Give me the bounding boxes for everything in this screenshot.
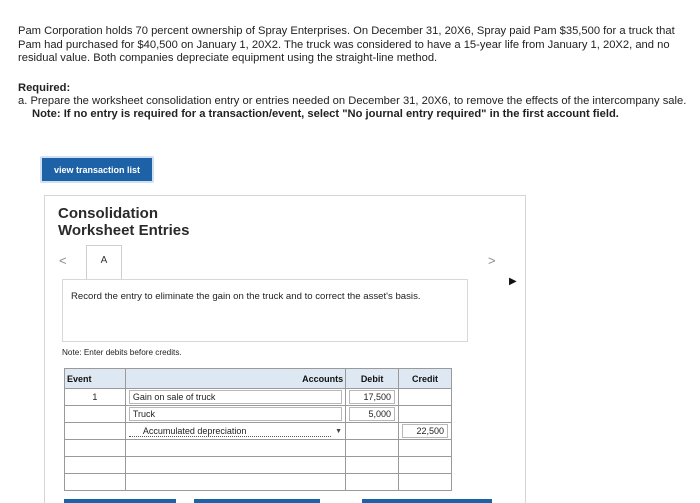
mouse-cursor-icon: ▶ (509, 276, 517, 287)
event-cell (65, 423, 126, 440)
event-cell: 1 (65, 389, 126, 406)
view-transaction-list-button[interactable]: view transaction list (40, 156, 154, 183)
table-row (65, 406, 452, 423)
credit-cell[interactable] (399, 423, 452, 440)
required-part-a: a. Prepare the worksheet consolidation entry or entries needed on December 31, 20X6, to remove the effects of the intercompany sale. (18, 95, 687, 107)
tab-a[interactable]: A (86, 245, 122, 279)
note-prefix: Note: (32, 108, 61, 120)
account-cell[interactable] (125, 474, 345, 491)
event-cell (65, 440, 126, 457)
header-debit: Debit (346, 369, 399, 389)
note-text: If no entry is required for a transaction/event, select "No journal entry required" in the first account field. (63, 108, 619, 120)
clear-entry-button[interactable] (194, 499, 320, 503)
header-event: Event (65, 369, 126, 389)
event-cell (65, 457, 126, 474)
debit-cell[interactable] (346, 474, 399, 491)
account-dropdown[interactable] (129, 426, 342, 437)
credit-cell[interactable] (399, 474, 452, 491)
debit-cell[interactable] (346, 406, 399, 423)
credit-cell[interactable] (399, 389, 452, 406)
debit-cell[interactable] (346, 389, 399, 406)
account-select[interactable]: Accumulated depreciation (129, 426, 331, 437)
table-row (65, 440, 452, 457)
table-row (65, 423, 452, 440)
account-cell[interactable] (125, 389, 345, 406)
debit-cell[interactable] (346, 440, 399, 457)
table-row (65, 474, 452, 491)
record-entry-button[interactable] (64, 499, 176, 503)
panel-title-line1: Consolidation (58, 205, 158, 222)
account-cell[interactable] (125, 423, 345, 440)
credit-cell[interactable] (399, 457, 452, 474)
account-cell[interactable] (125, 440, 345, 457)
event-cell (65, 406, 126, 423)
account-cell[interactable] (125, 457, 345, 474)
required-note (18, 108, 700, 121)
credit-input[interactable]: 22,500 (402, 424, 448, 438)
chevron-right-icon[interactable]: > (488, 253, 496, 268)
account-select[interactable]: Gain on sale of truck (129, 390, 342, 404)
required-title: Required: (18, 82, 71, 94)
worksheet-table (64, 368, 452, 491)
chevron-left-icon[interactable]: < (59, 253, 67, 268)
table-row (65, 389, 452, 406)
panel-title (58, 205, 189, 239)
account-select[interactable]: Truck (129, 407, 342, 421)
instruction-box: Record the entry to eliminate the gain on the truck and to correct the asset's basis. (62, 279, 468, 342)
credit-cell[interactable] (399, 440, 452, 457)
table-header-row (65, 369, 452, 389)
required-section (18, 82, 700, 121)
view-general-journal-button[interactable] (362, 499, 492, 503)
panel-title-line2: Worksheet Entries (58, 222, 190, 239)
debit-cell[interactable] (346, 457, 399, 474)
header-credit: Credit (399, 369, 452, 389)
header-accounts: Accounts (125, 369, 345, 389)
dropdown-arrow-icon[interactable]: ▼ (335, 427, 343, 435)
event-cell (65, 474, 126, 491)
table-row (65, 457, 452, 474)
problem-statement: Pam Corporation holds 70 percent ownership of Spray Enterprises. On December 31, 20X6, Spray paid Pam $35,500 for a truck that Pam had purchased for $40,500 on January 1, 20X2. The truck was considered to have a 15-year life from January 1, 20X2, and no residual value. Both companies depreciate equipment using the straight-line method. (18, 25, 675, 64)
debit-input[interactable]: 5,000 (349, 407, 395, 421)
credit-cell[interactable] (399, 406, 452, 423)
debit-input[interactable]: 17,500 (349, 390, 395, 404)
debit-cell[interactable] (346, 423, 399, 440)
debits-note: Note: Enter debits before credits. (62, 348, 182, 357)
account-cell[interactable] (125, 406, 345, 423)
